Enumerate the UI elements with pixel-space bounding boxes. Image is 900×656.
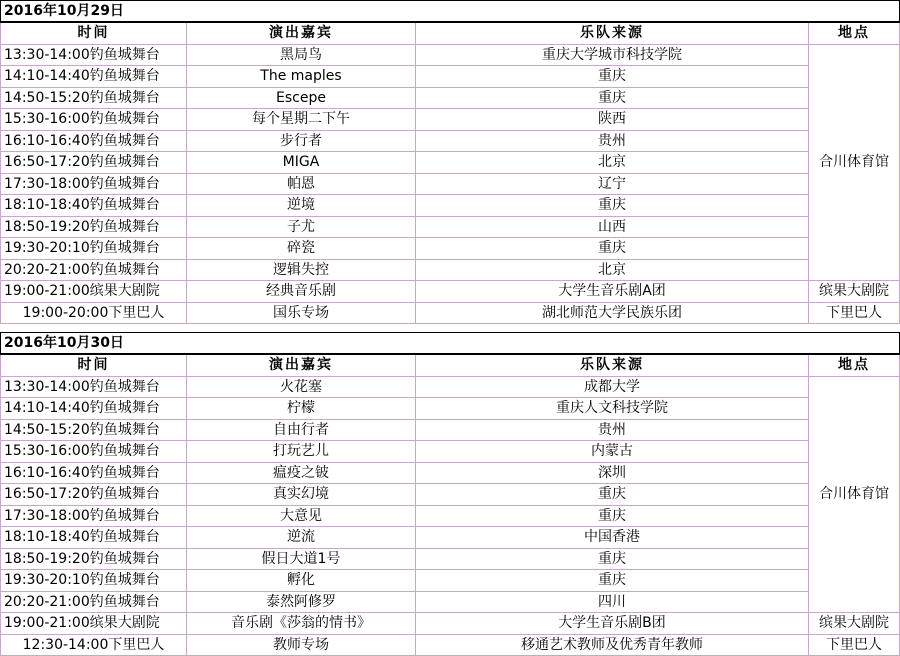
header-time: 时间 xyxy=(1,354,187,376)
time-cell: 15:30-16:00钓鱼城舞台 xyxy=(1,109,187,131)
source-cell: 成都大学 xyxy=(416,376,809,398)
source-cell: 湖北师范大学民族乐团 xyxy=(416,302,809,324)
source-cell: 重庆 xyxy=(416,66,809,88)
time-cell: 16:10-16:40钓鱼城舞台 xyxy=(1,462,187,484)
table-row xyxy=(1,152,900,174)
artist-cell: 假日大道1号 xyxy=(187,548,416,570)
time-cell: 19:30-20:10钓鱼城舞台 xyxy=(1,570,187,592)
table-row xyxy=(1,527,900,549)
time-cell: 13:30-14:00钓鱼城舞台 xyxy=(1,376,187,398)
table-row xyxy=(1,259,900,281)
main-venue-cell: 合川体育馆 xyxy=(809,376,900,613)
table-row xyxy=(1,462,900,484)
day1-header-row xyxy=(1,22,900,44)
day2-date-row xyxy=(1,333,900,355)
time-cell: 14:50-15:20钓鱼城舞台 xyxy=(1,87,187,109)
time-cell: 20:20-21:00钓鱼城舞台 xyxy=(1,259,187,281)
source-cell: 重庆 xyxy=(416,570,809,592)
venue-cell: 缤果大剧院 xyxy=(809,613,900,635)
source-cell: 移通艺术教师及优秀青年教师 xyxy=(416,634,809,656)
time-cell: 16:50-17:20钓鱼城舞台 xyxy=(1,484,187,506)
artist-cell: 逆境 xyxy=(187,195,416,217)
header-source: 乐队来源 xyxy=(416,22,809,44)
table-row xyxy=(1,87,900,109)
day1-date-row xyxy=(1,1,900,23)
source-cell: 深圳 xyxy=(416,462,809,484)
source-cell: 内蒙古 xyxy=(416,441,809,463)
source-cell: 贵州 xyxy=(416,419,809,441)
time-cell: 20:20-21:00钓鱼城舞台 xyxy=(1,591,187,613)
artist-cell: 孵化 xyxy=(187,570,416,592)
source-cell: 北京 xyxy=(416,259,809,281)
table-row xyxy=(1,376,900,398)
source-cell: 大学生音乐剧A团 xyxy=(416,281,809,303)
time-cell: 14:10-14:40钓鱼城舞台 xyxy=(1,398,187,420)
artist-cell: 真实幻境 xyxy=(187,484,416,506)
table-row xyxy=(1,419,900,441)
artist-cell: 每个星期二下午 xyxy=(187,109,416,131)
artist-cell: 子尤 xyxy=(187,216,416,238)
table-row xyxy=(1,173,900,195)
time-cell: 12:30-14:00下里巴人 xyxy=(1,634,187,656)
table-row xyxy=(1,66,900,88)
artist-cell: 经典音乐剧 xyxy=(187,281,416,303)
table-row xyxy=(1,195,900,217)
table-row xyxy=(1,591,900,613)
artist-cell: 国乐专场 xyxy=(187,302,416,324)
time-cell: 16:50-17:20钓鱼城舞台 xyxy=(1,152,187,174)
source-cell: 重庆人文科技学院 xyxy=(416,398,809,420)
header-artist: 演出嘉宾 xyxy=(187,354,416,376)
table-row xyxy=(1,570,900,592)
time-cell: 13:30-14:00钓鱼城舞台 xyxy=(1,44,187,66)
table-row xyxy=(1,44,900,66)
day2-header-row xyxy=(1,354,900,376)
table-row xyxy=(1,302,900,324)
source-cell: 陕西 xyxy=(416,109,809,131)
source-cell: 重庆 xyxy=(416,505,809,527)
time-cell: 17:30-18:00钓鱼城舞台 xyxy=(1,173,187,195)
source-cell: 山西 xyxy=(416,216,809,238)
day1-date: 2016年10月29日 xyxy=(1,1,900,23)
artist-cell: 音乐剧《莎翁的情书》 xyxy=(187,613,416,635)
header-time: 时间 xyxy=(1,22,187,44)
artist-cell: 自由行者 xyxy=(187,419,416,441)
table-row xyxy=(1,238,900,260)
header-artist: 演出嘉宾 xyxy=(187,22,416,44)
table-row xyxy=(1,484,900,506)
venue-cell: 缤果大剧院 xyxy=(809,281,900,303)
header-venue: 地点 xyxy=(809,22,900,44)
artist-cell: 帕恩 xyxy=(187,173,416,195)
table-row xyxy=(1,548,900,570)
table-row xyxy=(1,398,900,420)
source-cell: 四川 xyxy=(416,591,809,613)
artist-cell: 逻辑失控 xyxy=(187,259,416,281)
artist-cell: MIGA xyxy=(187,152,416,174)
source-cell: 重庆 xyxy=(416,548,809,570)
time-cell: 18:50-19:20钓鱼城舞台 xyxy=(1,216,187,238)
time-cell: 14:50-15:20钓鱼城舞台 xyxy=(1,419,187,441)
venue-cell: 下里巴人 xyxy=(809,302,900,324)
time-cell: 19:00-21:00缤果大剧院 xyxy=(1,281,187,303)
artist-cell: 大意见 xyxy=(187,505,416,527)
source-cell: 重庆 xyxy=(416,195,809,217)
source-cell: 大学生音乐剧B团 xyxy=(416,613,809,635)
source-cell: 中国香港 xyxy=(416,527,809,549)
main-venue-cell: 合川体育馆 xyxy=(809,44,900,281)
day1-schedule-table xyxy=(0,0,900,324)
artist-cell: The maples xyxy=(187,66,416,88)
source-cell: 辽宁 xyxy=(416,173,809,195)
artist-cell: Escepe xyxy=(187,87,416,109)
header-source: 乐队来源 xyxy=(416,354,809,376)
table-row xyxy=(1,634,900,656)
table-row xyxy=(1,216,900,238)
table-row xyxy=(1,505,900,527)
table-row xyxy=(1,613,900,635)
artist-cell: 打玩艺儿 xyxy=(187,441,416,463)
source-cell: 重庆 xyxy=(416,87,809,109)
day2-schedule-table xyxy=(0,332,900,656)
artist-cell: 火花塞 xyxy=(187,376,416,398)
source-cell: 重庆大学城市科技学院 xyxy=(416,44,809,66)
artist-cell: 黑局鸟 xyxy=(187,44,416,66)
time-cell: 18:10-18:40钓鱼城舞台 xyxy=(1,527,187,549)
table-row xyxy=(1,441,900,463)
time-cell: 18:50-19:20钓鱼城舞台 xyxy=(1,548,187,570)
artist-cell: 柠檬 xyxy=(187,398,416,420)
source-cell: 重庆 xyxy=(416,484,809,506)
table-row xyxy=(1,281,900,303)
time-cell: 15:30-16:00钓鱼城舞台 xyxy=(1,441,187,463)
time-cell: 19:30-20:10钓鱼城舞台 xyxy=(1,238,187,260)
source-cell: 北京 xyxy=(416,152,809,174)
source-cell: 贵州 xyxy=(416,130,809,152)
artist-cell: 瘟疫之铍 xyxy=(187,462,416,484)
table-row xyxy=(1,130,900,152)
time-cell: 17:30-18:00钓鱼城舞台 xyxy=(1,505,187,527)
time-cell: 16:10-16:40钓鱼城舞台 xyxy=(1,130,187,152)
artist-cell: 碎瓷 xyxy=(187,238,416,260)
venue-cell: 下里巴人 xyxy=(809,634,900,656)
artist-cell: 步行者 xyxy=(187,130,416,152)
header-venue: 地点 xyxy=(809,354,900,376)
time-cell: 14:10-14:40钓鱼城舞台 xyxy=(1,66,187,88)
artist-cell: 泰然阿修罗 xyxy=(187,591,416,613)
time-cell: 19:00-20:00下里巴人 xyxy=(1,302,187,324)
time-cell: 18:10-18:40钓鱼城舞台 xyxy=(1,195,187,217)
time-cell: 19:00-21:00缤果大剧院 xyxy=(1,613,187,635)
artist-cell: 逆流 xyxy=(187,527,416,549)
artist-cell: 教师专场 xyxy=(187,634,416,656)
source-cell: 重庆 xyxy=(416,238,809,260)
day2-date: 2016年10月30日 xyxy=(1,333,900,355)
table-row xyxy=(1,109,900,131)
